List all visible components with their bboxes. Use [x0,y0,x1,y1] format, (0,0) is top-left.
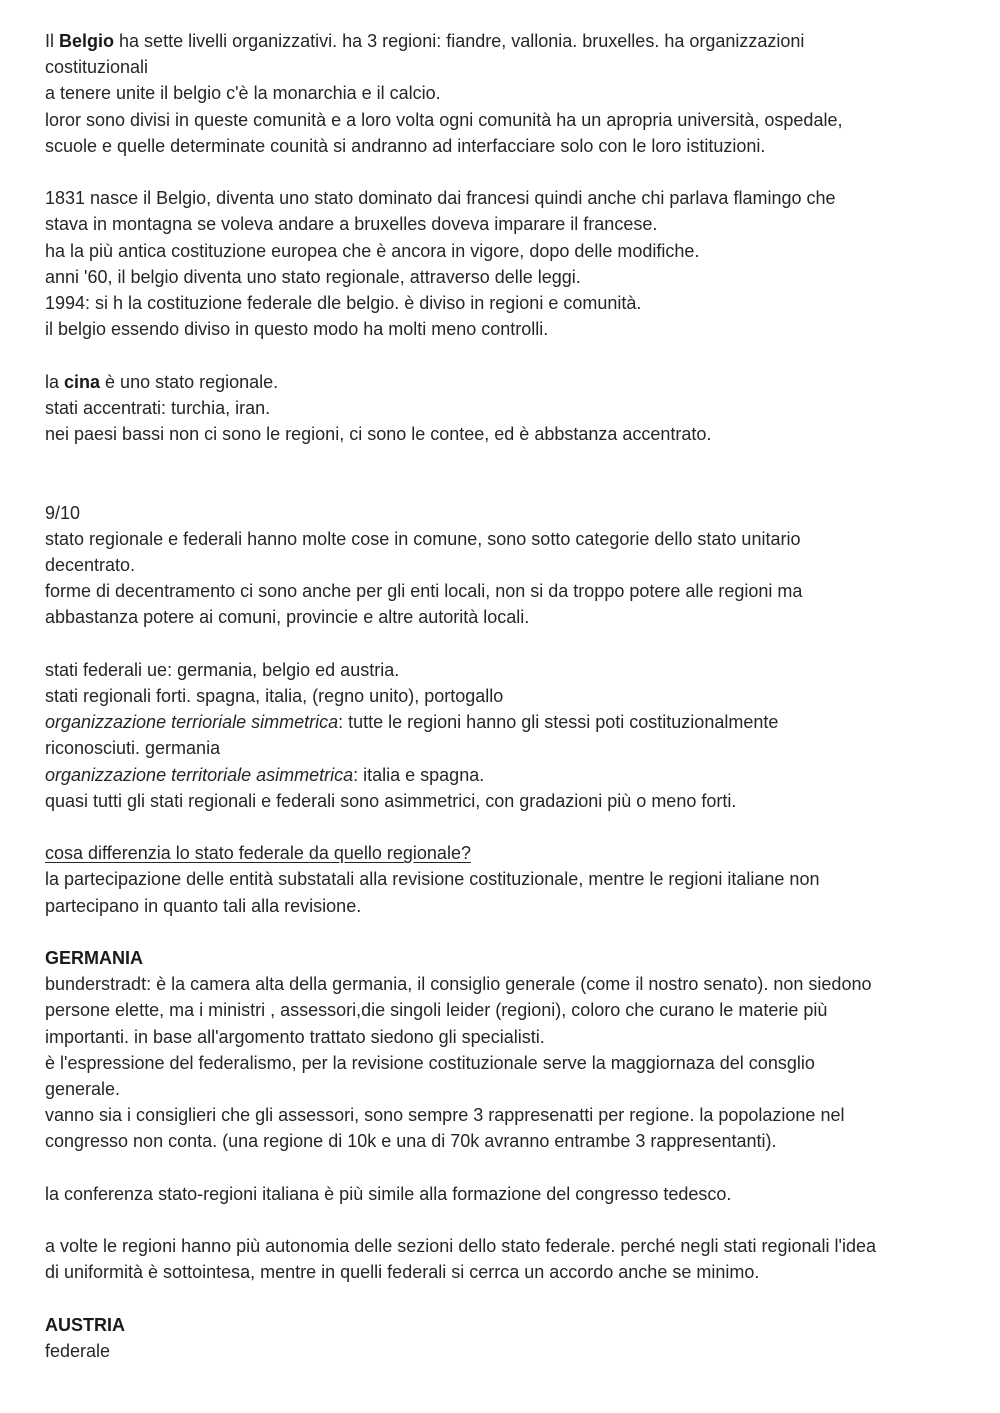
spacer [45,1207,955,1233]
text-line: scuole e quelle determinate counità si andranno ad interfacciare solo con le loro istituzioni. [45,135,766,156]
text-line: ha la più antica costituzione europea che è ancora in vigore, dopo delle modifiche. [45,240,700,261]
section-austria [45,1312,955,1364]
section-heading-germania: GERMANIA [45,948,143,969]
text-line: loror sono divisi in queste comunità e a loro volta ogni comunità ha un apropria università, ospedale, [45,109,843,130]
text-line: 1831 nasce il Belgio, diventa uno stato dominato dai francesi quindi anche chi parlava flamingo che [45,188,836,209]
bold-term-belgio: Belgio [59,31,115,51]
text-run: : tutte le regioni hanno gli stessi poti costituzionalmente [338,712,779,733]
section-germania [45,945,955,1286]
text-run: ha sette livelli organizzativi. ha 3 regioni: fiandre, vallonia. bruxelles. ha organizzazioni [114,31,805,51]
text-line: decentrato. [45,555,136,576]
text-line: la partecipazione delle entità substatali alla revisione costituzionale, mentre le regioni italiane non [45,869,820,890]
text-line: partecipano in quanto tali alla revisione. [45,895,362,916]
spacer [45,447,955,499]
text-line: bunderstradt: è la camera alta della germania, il consiglio generale (come il nostro senato). non siedono [45,974,872,995]
text-line: stati regionali forti. spagna, italia, (regno unito), portogallo [45,686,504,707]
text-line [45,762,955,788]
text-line: importanti. in base all'argomento trattato siedono gli specialisti. [45,1026,545,1047]
text-line: 1994: si h la costituzione federale dle belgio. è diviso in regioni e comunità. [45,293,642,314]
text-line: a volte le regioni hanno più autonomia delle sezioni dello stato federale. perché negli stati regionali l'idea [45,1236,876,1257]
text-line: è l'espressione del federalismo, per la revisione costituzionale serve la maggiornaza del consglio [45,1052,815,1073]
text-line: abbastanza potere ai comuni, provincie e altre autorità locali. [45,607,530,628]
text-line: stato regionale e federali hanno molte cose in comune, sono sotto categorie dello stato unitario [45,528,801,549]
text-line: anni '60, il belgio diventa uno stato regionale, attraverso delle leggi. [45,266,581,287]
text-line: stati federali ue: germania, belgio ed austria. [45,659,400,680]
text-line: federale [45,1341,111,1362]
text-line: stati accentrati: turchia, iran. [45,397,271,418]
lesson-date: 9/10 [45,502,81,523]
text-run: la [45,371,65,392]
text-line [45,369,955,395]
spacer [45,814,955,840]
italic-term: organizzazione terrioriale simmetrica [45,712,339,733]
paragraph-belgio [45,28,955,159]
underlined-question: cosa differenzia lo stato federale da quello regionale? [45,843,471,864]
section-heading-austria: AUSTRIA [45,1314,125,1335]
text-run: è uno stato regionale. [100,371,279,392]
text-line: vanno sia i consiglieri che gli assessori, sono sempre 3 rappresenatti per regione. la popolazione nel [45,1105,845,1126]
text-line: forme di decentramento ci sono anche per gli enti locali, non si da troppo potere alle regioni ma [45,581,803,602]
spacer [45,631,955,657]
text-line: nei paesi bassi non ci sono le regioni, ci sono le contee, ed è abbstanza accentrato. [45,424,712,445]
text-line [45,28,955,54]
text-line: stava in montagna se voleva andare a bruxelles doveva imparare il francese. [45,214,658,235]
text-line: la conferenza stato-regioni italiana è più simile alla formazione del congresso tedesco. [45,1183,732,1204]
italic-term: organizzazione territoriale asimmetrica [45,764,354,785]
bold-term-cina: cina [64,371,101,392]
text-line: riconosciuti. germania [45,738,221,759]
text-run: : italia e spagna. [353,764,485,785]
paragraph-stati [45,657,955,814]
spacer [45,1286,955,1312]
spacer [45,919,955,945]
text-line: il belgio essendo diviso in questo modo ha molti meno controlli. [45,319,549,340]
paragraph-storia [45,185,955,342]
paragraph-lezione [45,500,955,631]
text-line: quasi tutti gli stati regionali e federali sono asimmetrici, con gradazioni più o meno forti. [45,790,737,811]
text-line: di uniformità è sottointesa, mentre in quelli federali si cerrca un accordo anche se minimo. [45,1262,760,1283]
spacer [45,1155,955,1181]
text-line: congresso non conta. (una regione di 10k e una di 70k avranno entrambe 3 rappresentanti). [45,1131,777,1152]
text-line: generale. [45,1079,121,1100]
text-line [45,709,955,735]
paragraph-cina [45,369,955,448]
text-line: persone elette, ma i ministri , assessori,die singoli leider (regioni), coloro che curano le materie più [45,1000,828,1021]
text-line: costituzionali [45,57,149,78]
spacer [45,342,955,368]
paragraph-domanda [45,840,955,919]
text-run: Il [45,31,60,51]
text-line: a tenere unite il belgio c'è la monarchia e il calcio. [45,83,441,104]
spacer [45,159,955,185]
